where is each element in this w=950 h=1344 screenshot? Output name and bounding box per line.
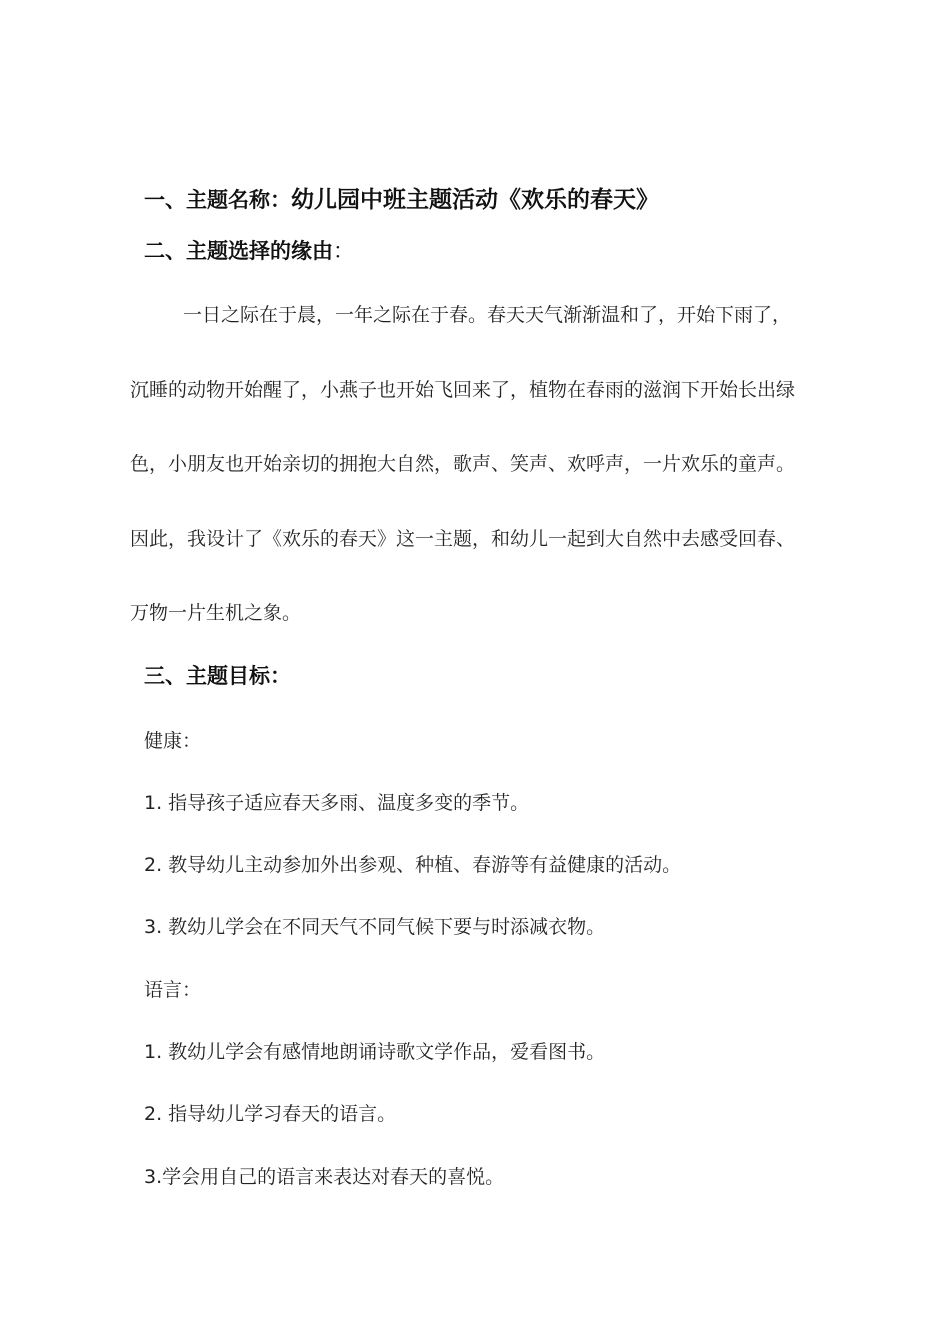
list-item: 2. 教导幼儿主动参加外出参观、种植、春游等有益健康的活动。 [144, 854, 682, 876]
paragraph-line: 一日之际在于晨，一年之际在于春。春天天气渐渐温和了，开始下雨了， [183, 304, 792, 326]
paragraph-line: 万物一片生机之象。 [130, 602, 302, 624]
list-item: 1. 指导孩子适应春天多雨、温度多变的季节。 [144, 792, 530, 814]
section2-label: 二、主题选择的缘由 [144, 239, 333, 263]
section1-title: 幼儿园中班主题活动《欢乐的春天》 [291, 187, 659, 213]
section1-heading [144, 187, 659, 213]
list-item: 1. 教幼儿学会有感情地朗诵诗歌文学作品，爱看图书。 [144, 1041, 606, 1063]
section3-heading: 三、主题目标： [144, 664, 291, 688]
language-label: 语言： [144, 979, 202, 1001]
paragraph-line: 因此，我设计了《欢乐的春天》这一主题，和幼儿一起到大自然中去感受回春、 [130, 528, 796, 550]
section2-colon: ： [333, 239, 354, 263]
list-item: 3. 教幼儿学会在不同天气不同气候下要与时添减衣物。 [144, 916, 606, 938]
section2-heading [144, 238, 354, 264]
list-item: 2. 指导幼儿学习春天的语言。 [144, 1103, 397, 1125]
paragraph-line: 色，小朋友也开始亲切的拥抱大自然，歌声、笑声、欢呼声，一片欢乐的童声。 [130, 453, 796, 475]
list-item: 3.学会用自己的语言来表达对春天的喜悦。 [144, 1166, 505, 1188]
health-label: 健康： [144, 730, 202, 752]
paragraph-line: 沉睡的动物开始醒了，小燕子也开始飞回来了，植物在春雨的滋润下开始长出绿 [130, 379, 796, 401]
section1-label: 一、主题名称： [144, 188, 291, 212]
